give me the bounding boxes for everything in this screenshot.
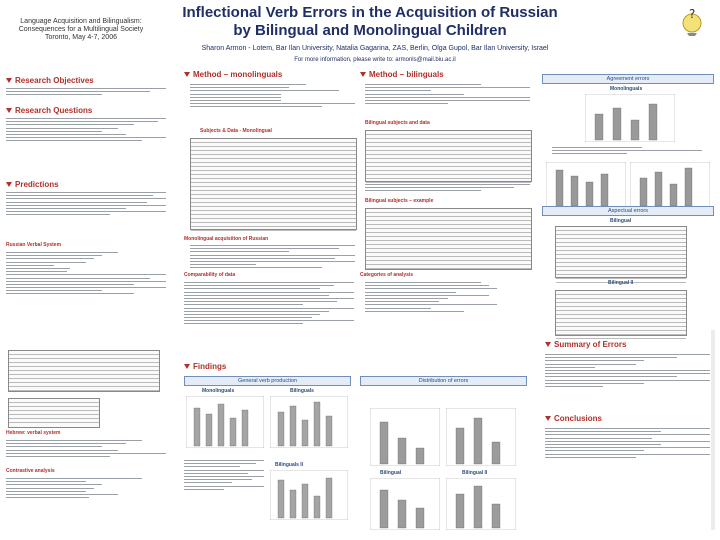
- russian-example-table: [8, 398, 100, 428]
- russian-paradigm-table: [8, 350, 160, 392]
- comparability-heading: Comparability of data: [184, 272, 236, 278]
- aspectual-bilingual-II-table: [555, 290, 687, 336]
- method-monolinguals-heading: Method – monolinguals: [184, 70, 282, 79]
- distribution-bilingual-label: Bilingual: [380, 470, 402, 476]
- title-line-1: Inflectional Verb Errors in the Acquisition of Russian: [182, 4, 558, 21]
- agreement-bilingual-II-chart: [630, 162, 710, 208]
- hebrew-verbal-system-heading: Hebrew: verbal system: [6, 430, 61, 436]
- aspectual-bilingual-table: [555, 226, 687, 278]
- agreement-monolingual-chart: [585, 94, 675, 142]
- monolingual-acquisition-text: [190, 245, 355, 271]
- monolinguals-chart-label: Monolinguals: [202, 388, 235, 394]
- distribution-bilingual-II-lower-chart: [446, 478, 516, 530]
- categories-of-analysis-text: [365, 282, 530, 314]
- distribution-monolingual-chart: [370, 408, 440, 466]
- distribution-bilingual-lower-chart: [370, 478, 440, 530]
- summary-of-errors-heading: Summary of Errors: [545, 340, 626, 349]
- svg-text:?: ?: [689, 7, 696, 21]
- bilingual-subjects-heading: Bilingual subjects and data: [365, 120, 430, 126]
- monolingual-acquisition-heading: Monolingual acquisition of Russian: [184, 236, 269, 242]
- aspectual-errors-header: Aspectual errors: [542, 206, 714, 216]
- monolingual-subjects-table: [190, 138, 357, 230]
- authors: Sharon Armon - Lotem, Bar Ilan University, Natalia Gagarina, ZAS, Berlin, Olga Gupol, Bar Ilan University, Israel: [201, 45, 549, 52]
- conclusions-heading: Conclusions: [545, 414, 602, 423]
- title-line-2: by Bilingual and Monolingual Children: [233, 22, 507, 39]
- distribution-bilingual-chart: [446, 408, 516, 466]
- russian-verbal-system-text: [6, 252, 166, 297]
- bilingual-II-label: Bilingual II: [608, 280, 634, 286]
- agreement-errors-notes: [552, 147, 702, 157]
- general-verb-notes: [184, 460, 264, 492]
- general-verb-production-header: General verb production: [184, 376, 351, 386]
- subjects-data-monolingual-heading: Subjects & Data - Monolingual: [200, 128, 272, 134]
- method-bilinguals-text: [365, 84, 530, 106]
- hebrew-verbal-system-text: [6, 440, 166, 459]
- predictions-text: [6, 192, 166, 218]
- russian-verbal-system-heading: Russian Verbal System: [6, 242, 62, 248]
- agreement-errors-header: Agreement errors: [542, 74, 714, 84]
- research-objectives-heading: Research Objectives: [6, 76, 94, 85]
- bilingual-label: Bilingual: [610, 218, 632, 224]
- general-verb-bilingual-II-chart: [270, 470, 348, 520]
- bilingual-subjects-example-heading: Bilingual subjects – example: [365, 198, 434, 204]
- distribution-of-errors-header: Distribution of errors: [360, 376, 527, 386]
- bilingual-subjects-notes: [365, 184, 530, 194]
- comparability-text: [184, 282, 354, 327]
- distribution-bilingual-II-label: Bilingual II: [462, 470, 488, 476]
- poster-title: [170, 4, 570, 40]
- agreement-bilingual-chart: [546, 162, 626, 208]
- research-questions-heading: Research Questions: [6, 106, 92, 115]
- conference-info: Language Acquisition and Bilingualism: Consequences for a Multilingual Society Toronto, May 4-7, 2006: [18, 18, 144, 41]
- categories-of-analysis-heading: Categories of analysis: [360, 272, 414, 278]
- summary-of-errors-text: [545, 354, 710, 389]
- monolinguals-label: Monolinguals: [610, 86, 643, 92]
- contact-info: For more information, please write to: armonls@mail.biu.ac.il: [294, 57, 456, 63]
- bilinguals-II-chart-label: Bilinguals II: [275, 462, 304, 468]
- method-monolinguals-text: [190, 84, 355, 110]
- contrastive-analysis-text: [6, 478, 166, 500]
- side-margin-strip: [711, 330, 715, 530]
- question-mark-icon: [672, 6, 712, 36]
- contrastive-analysis-heading: Contrastive analysis: [6, 468, 55, 474]
- findings-heading: Findings: [184, 362, 226, 371]
- general-verb-monolingual-chart: [186, 396, 264, 448]
- bilinguals-chart-label: Bilinguals: [290, 388, 314, 394]
- predictions-heading: Predictions: [6, 180, 59, 189]
- research-questions-text: [6, 118, 166, 144]
- method-bilinguals-heading: Method – bilinguals: [360, 70, 444, 79]
- bilingual-subjects-table: [365, 130, 532, 182]
- bilingual-example-table: [365, 208, 532, 270]
- conclusions-text: [545, 428, 710, 460]
- general-verb-bilingual-chart: [270, 396, 348, 448]
- research-objectives-text: [6, 88, 166, 98]
